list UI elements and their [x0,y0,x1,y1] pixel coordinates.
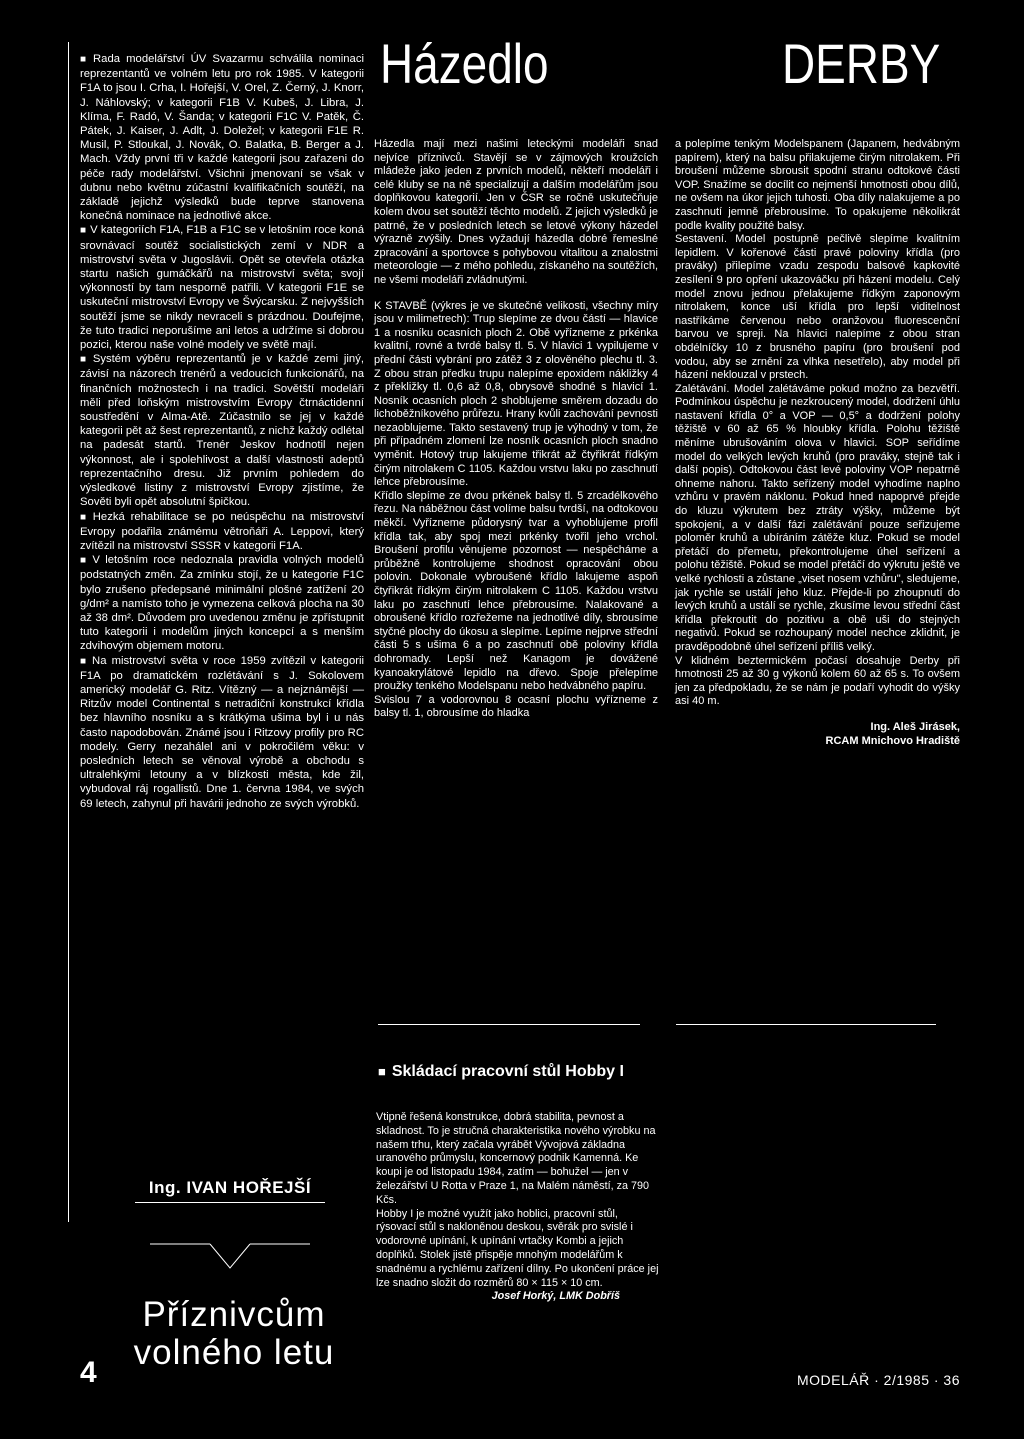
magazine-footer: MODELÁŘ · 2/1985 · 36 [796,1372,960,1388]
article-signature-1: Ing. Aleš Jirásek, [870,720,960,733]
title-derby: DERBY [782,32,941,95]
right-para-1: a polepíme tenkým Modelspanem (Japanem, hedvábným papírem), který na balsu přilakujeme čirým nitrolakem. Při broušení můžeme sbrousit spodní stranu odtokové části VOP. Snažíme se docílit co nejmenší hmotnosti obou dílů, ne ovšem na úkor jejich tuhosti. Oba díly nalakujeme a po zaschnutí jemně přebrousíme. To opakujeme několikrát podle kvality použité balsy. [675,138,960,232]
left-para-2: ■ V kategoriích F1A, F1B a F1C se v letošním roce koná srovnávací soutěž socialistických zemí v NDR a mistrovství světa v Jugoslávii. Opět se otevřela otázka startu našich gumáčkářů na mistrovství světa; svojí výkonností by tam nesporně patřili. V kategorii F1E se uskuteční mistrovství Evropy ve Švýcarsku. Z nejvyšších soutěží jsme se nikdy nevraceli s prázdnou. Doufejme, že tuto tradici neporušíme ani letos a udržíme si dobrou pozici, kterou naše volné modely ve světě mají. [80,223,364,352]
box-para-2: Hobby I je možné využít jako hoblici, pracovní stůl, rýsovací stůl s nakloněnou deskou, svěrák pro svislé i vodorovné upínání, k upínání vrtačky Kombi a jejich doplňků. Stolek jistě přispěje mnohým modelářům k snadnému a rychlému zařízení dílny. Po ukončení práce jej lze snadno složit do rozměrů 80 × 115 × 10 cm. [376,1207,659,1289]
left-rule [68,42,69,1222]
mid-para-4: Svislou 7 a vodorovnou 8 ocasní plochu vyřízneme z balsy tl. 1, obrousíme do hladka [374,693,658,720]
right-para-4: V klidném beztermickém počasí dosahuje Derby při hmotnosti 25 až 30 g výkonů kolem 60 až 65 s. To ovšem jen za předpokladu, že se nám je podaří vyhodit do výšky asi 40 m. [675,654,960,708]
box-title-text: Skládací pracovní stůl Hobby I [391,1063,624,1080]
right-divider [676,1024,936,1025]
left-para-6: ■ Na mistrovství světa v roce 1959 zvítězil v kategorii F1A po dramatickém rozlétávání s J. Sokolovem americký modelář G. Ritz. Vítězný — a nejznámější — Ritzův model Continental s netradiční konstrukcí křídla bez hlavního nosníku a s krátkýma ušima byl i u nás často napodobován. Známé jsou i Ritzovy profily pro RC modely. Gerry nezahálel ani v pokročilém věku: v posledních letech se věnoval výrobě a obchodu s ultralehkými letouny a v blízkosti města, kde žil, vybudoval ráj rogallistů. Dne 1. června 1984, ve svých 69 letech, zahynul při havárii jednoho ze svých výrobků. [80,654,364,811]
mid-para-1: Házedla mají mezi našimi leteckými modeláři snad nejvíce příznivců. Stavějí se v zájmových kroužcích mládeže jako jeden z prvních modelů, někteří modeláři i celé kluby se na ně specializují a dalším modelářům jsou doplňkovou kategorií. Jen v ČSR se ročně uskutečňuje kolem dvou set soutěží těchto modelů. Z jejich výsledků je patrné, že v posledních letech se letové výkony házedel výrazně zvýšily. Dnes vyžadují házedla dobré řemeslné zpracování a sportovce s pohybovou vitalitou a znalostmi meteorologie — z mého pohledu, získaného na soutěžích, ne všemi modeláři zvládnutými. [374,138,658,286]
mid-para-3: Křídlo slepíme ze dvou prkének balsy tl. 5 zrcadélkového řezu. Na náběžnou část volíme balsu tvrdší, na odtokovou měkčí. Vyřízneme půdorysný tvar a vyhoblujeme profil křídla tak, aby spoj mezi prkénky tvořil jeho vrchol. Broušení profilu věnujeme pozornost — nespěcháme a průběžně kontrolujeme shodnost opracování obou polovin. Dokonale vybroušené křídlo lakujeme aspoň čtyřikrát řídkým čirým nitrolakem C 1105. Každou vrstvu laku po zaschnutí lehce přebrousíme. Nalakované a obroušené křídlo rozřežeme na jednotlivé díly, sbrousíme styčné plochy do úkosu a slepíme. Lepíme nejprve střední části 5 s ušima 6 a po zaschnutí obě poloviny křídla dohromady. Lepší než Kanagom je dovážené kyanoakrylátové lepidlo na dřevo. Spoje přelepíme proužky tenkého Modelspanu nebo hedvábného papíru. [374,489,658,693]
right-para-2: Sestavení. Model postupně pečlivě slepíme kvalitním lepidlem. V kořenové části pravé poloviny křídla (pro praváky) přilepíme vzadu zespodu balsové kapkovité zesílení 9 pro opření ukazováčku při házení modelu. Celý model znovu jednou přelakujeme řídkým zaponovým nitrolakem, konce uší křídla pro lepší viditelnost nastříkáme červenou nebo oranžovou fluorescenční barvou ve spreji. Na hlavici nalepíme z obou stran obdélníčky 10 z brusného papíru (pro broušení pod vodou, aby se zrnění za vlhka nesetřelo), aby model při házení neklouzal v prstech. [675,233,960,382]
headline-line-1: Příznivcům [142,1295,326,1334]
box-title [378,1062,638,1081]
page-number: 4 [80,1356,97,1389]
box-signature: Josef Horký, LMK Dobříš [491,1290,620,1303]
middle-divider [378,1024,640,1025]
middle-column [374,138,658,721]
left-headline [104,1296,364,1372]
left-para-5: ■ V letošním roce nedoznala pravidla volných modelů podstatných změn. Za zmínku stojí, že u kategorie F1C bylo zrušeno předepsané minimální plošné zatížení 20 g/dm² a namísto toho je vymezena celková plocha na 30 až 38 dm². Důvodem pro uvedenou změnu je zpřístupnit tuto kategorii i modelům jiných koncepcí a s menším zdvihovým objemem motoru. [80,553,364,653]
left-para-3: ■ Systém výběru reprezentantů je v každé zemi jiný, závisí na názorech trenérů a vedoucích funkcionářů, na finančních možnostech i na tradici. Sovětští modeláři měli před loňským mistrovstvím Evropy čtrnáctidenní soustředění v Alma-Atě. Zúčastnilo se jej v každé kategorii pět až šest reprezentantů, z nichž každý odlétal na padesát startů. Trenér Jeskov hodnotil nejen výkonnost, ale i spolehlivost a další vlastnosti adeptů reprezentačního dresu. Již prvním pohledem do výsledkové listiny z mistrovství Evropy zjistíme, že Sověti byli opět absolutní špičkou. [80,352,364,509]
headline-line-2: volného letu [133,1333,335,1372]
title-hazedlo: Házedlo [380,32,549,95]
author-underline [135,1202,325,1203]
article-signature-2: RCAM Mnichovo Hradiště [825,734,960,747]
bullet-square-icon: ■ [378,1064,386,1079]
mid-para-2: K STAVBĚ (výkres je ve skutečné velikosti, všechny míry jsou v milimetrech): Trup slepíme ze dvou částí — hlavice 1 a nosníku ocasních ploch 2. Obě vyřízneme z prkénka kvalitní, rovné a tvrdé balsy tl. 5. V hlavici 1 vypilujeme v přední části vybrání pro zátěž 3 z olověného plechu tl. 3. Z obou stran předku trupu nalepíme epoxidem nákližky 4 z překližky tl. 0,6 až 0,8, obrysově shodné s hlavicí 1. Nosník ocasních ploch 2 shoblujeme směrem dozadu do lichoběžníkového průřezu. Hrany kvůli zachování pevnosti nezaoblujeme. Takto sestavený trup je výhodný v tom, že při případném zlomení lze nosník ocasních ploch snadno vyměnit. Hotový trup lakujeme třikrát až čtyřikrát řídkým čirým nitrolakem C 1105. Každou vrstvu laku po zaschnutí lehce přebrousíme. [374,299,658,489]
box-para-1: Vtipně řešená konstrukce, dobrá stabilita, pevnost a skladnost. To je stručná charakteristika nového výrobku na našem trhu, který začala vyrábět Vývojová základna uranového průmyslu, koncernový podnik Kamenná. Ke koupi je od listopadu 1984, zatím — bohužel — jen v železářství U Rotta v Praze 1, na Malém náměstí, za 790 Kčs. [376,1111,656,1206]
right-column [675,138,960,748]
right-para-3: Zalétávání. Model zalétáváme pokud možno za bezvětří. Podmínkou úspěchu je nezkroucený model, dodržení úhlu nastavení křídla 0° a VOP — 0,5° a dodržení polohy těžiště v 60 až 65 % hloubky křídla. Polohu těžiště měníme ubrušováním olova v hlavici. SOP seřídíme model do velkých levých kruhů (pro praváky, stejně tak i další popis). Odtokovou část levé poloviny VOP nepatrně ohneme nahoru. Takto seřízený model vyhodíme naplno vzhůru v pravém náklonu. Pokud hned napoprvé přejde do kluzu výkrutem bez ztráty výšky, můžeme být spokojeni, a v další fázi zalétávání pouze seřizujeme poloměr kruhů a ubíráním zátěže kluz. Pokud se model přetáčí do přemetu, překontrolujeme úhel seřízení a polohu těžiště. Pokud se model přetáčí do výkrutu ještě ve velké rychlosti a zůstane „viset nosem vzhůru", sledujeme, jak rychle se ustálí jeho kluz. Přejde-li po zhoupnutí do levých kruhů a ustálí se rychle, zkusíme levou střední část křídla překroutit do pozitivu a obě uši do stejných negativů. Pokud se rozhoupaný model nechce zklidnit, je pravděpodobně úhel seřízení příliš velký. [675,382,960,653]
left-para-1: ■ Rada modelářství ÚV Svazarmu schválila nominaci reprezentantů ve volném letu pro rok 1985. V kategorii F1A to jsou I. Crha, I. Hořejší, V. Orel, Z. Černý, J. Knorr, J. Náhlovský; v kategorii F1B V. Kubeš, J. Libra, J. Klíma, F. Radó, V. Šanda; v kategorii F1C V. Patěk, Č. Pátek, J. Kaiser, J. Adlt, J. Doležel; v kategorii F1E R. Musil, P. Stloukal, J. Novák, O. Balatka, B. Berger a J. Mach. Vždy první tři v každé kategorii jsou zařazeni do péče rady modelářství. Všichni jmenovaní se však v dubnu nebo květnu zúčastní kvalifikačních soutěží, na základě jejichž výsledků bude teprve stanovena konečná nominace na jednotlivé akce. [80,52,364,223]
left-author [120,1178,340,1198]
box-body [376,1111,660,1304]
v-ornament [120,1234,340,1272]
left-para-4: ■ Hezká rehabilitace se po neúspěchu na mistrovství Evropy podařila známému větroňáři A. Leppovi, který zvítězil na mistrovství SSSR v kategorii F1A. [80,510,364,554]
left-column [80,52,364,811]
left-author-name: Ing. IVAN HOŘEJŠÍ [148,1178,312,1197]
